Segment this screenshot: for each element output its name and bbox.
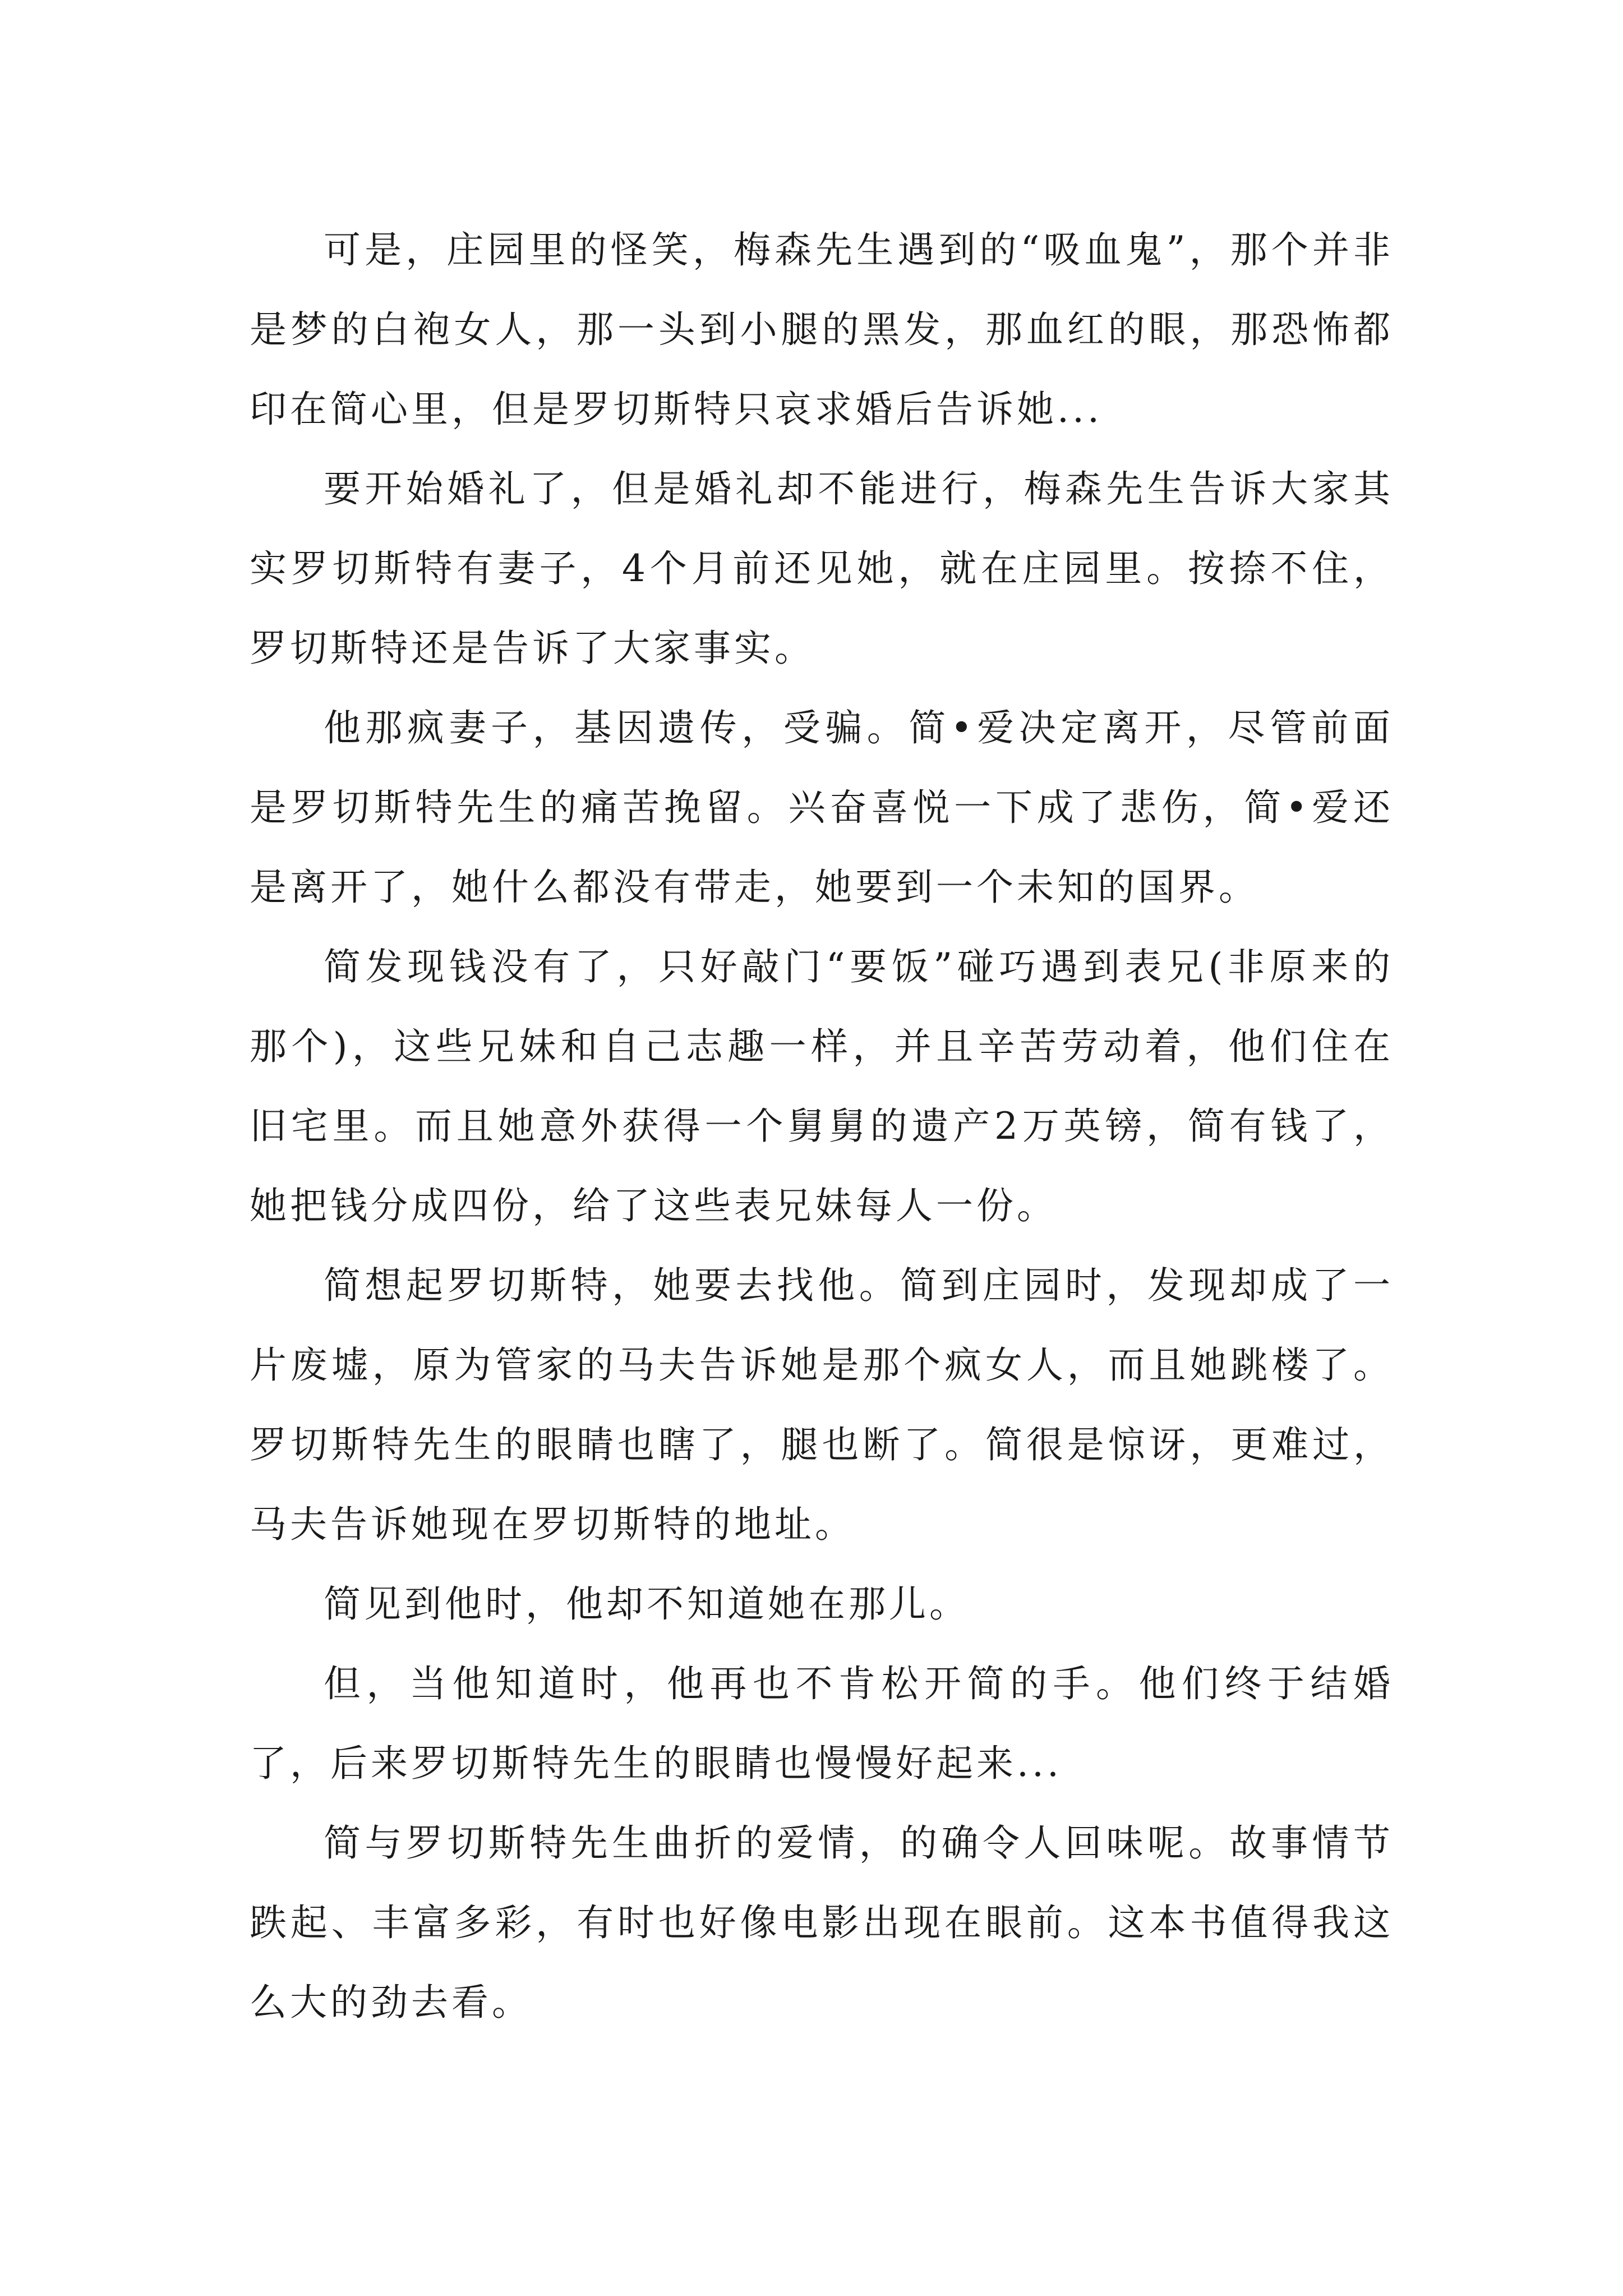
paragraph-5: 简想起罗切斯特，她要去找他。简到庄园时，发现却成了一片废墟，原为管家的马夫告诉她是那个疯女人，而且她跳楼了。罗切斯特先生的眼睛也瞎了，腿也断了。简很是惊讶，更难过，马夫告诉她现在罗切斯特的地址。 <box>250 1264 1394 1546</box>
paragraph-1: 可是，庄园里的怪笑，梅森先生遇到的“吸血鬼”，那个并非是梦的白袍女人，那一头到小腿的黑发，那血红的眼，那恐怖都印在简心里，但是罗切斯特只哀求婚后告诉她... <box>250 228 1394 431</box>
paragraph-7: 但，当他知道时，他再也不肯松开简的手。他们终于结婚了，后来罗切斯特先生的眼睛也慢慢好起来... <box>250 1662 1394 1785</box>
paragraph-4: 简发现钱没有了，只好敲门“要饭”碰巧遇到表兄(非原来的那个)，这些兄妹和自己志趣一样，并且辛苦劳动着，他们住在旧宅里。而且她意外获得一个舅舅的遗产2万英镑，简有钱了，她把钱分成四份，给了这些表兄妹每人一份。 <box>250 945 1394 1227</box>
paragraph-6: 简见到他时，他却不知道她在那儿。 <box>324 1582 970 1626</box>
paragraph-8: 简与罗切斯特先生曲折的爱情，的确令人回味呢。故事情节跌起、丰富多彩，有时也好像电影出现在眼前。这本书值得我这么大的劲去看。 <box>250 1821 1394 2024</box>
paragraph-2: 要开始婚礼了，但是婚礼却不能进行，梅森先生告诉大家其实罗切斯特有妻子，4个月前还见她，就在庄园里。按捺不住，罗切斯特还是告诉了大家事实。 <box>250 467 1394 670</box>
paragraph-3: 他那疯妻子，基因遗传，受骗。简•爱决定离开，尽管前面是罗切斯特先生的痛苦挽留。兴奋喜悦一下成了悲伤，简•爱还是离开了，她什么都没有带走，她要到一个未知的国界。 <box>250 706 1394 909</box>
text-body <box>250 210 1394 2042</box>
